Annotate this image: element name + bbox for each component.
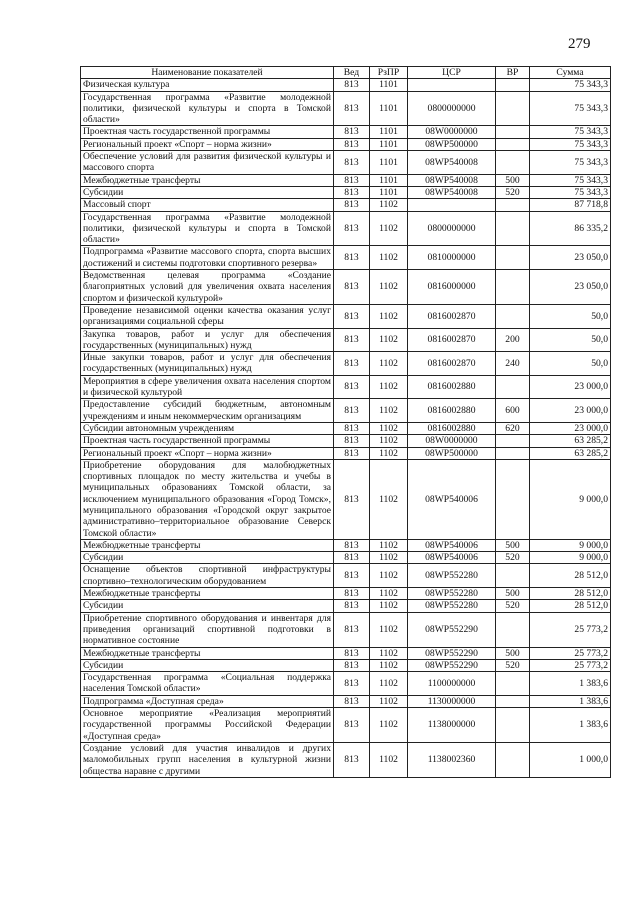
row-rzpr: 1102 — [370, 708, 408, 743]
table-row — [81, 552, 611, 564]
row-vr — [496, 91, 530, 126]
row-vr: 520 — [496, 186, 530, 198]
table-row — [81, 270, 611, 305]
row-ved: 813 — [334, 186, 370, 198]
row-rzpr: 1102 — [370, 539, 408, 551]
table-row — [81, 647, 611, 659]
row-rzpr: 1101 — [370, 91, 408, 126]
table-row — [81, 659, 611, 671]
budget-table — [80, 66, 611, 778]
row-ved: 813 — [334, 79, 370, 91]
row-ved: 813 — [334, 552, 370, 564]
table-row — [81, 708, 611, 743]
row-name: Государственная программа «Развитие молодежной политики, физической культуры и спорта в Томской области» — [81, 211, 334, 246]
row-vr — [496, 672, 530, 696]
table-row — [81, 447, 611, 459]
row-name: Субсидии — [81, 600, 334, 612]
row-name: Приобретение оборудования для малобюджетных спортивных площадок по месту жительства и учебы в муниципальных образованиях Томской области, за исключением муниципального образования «Город Томск», муниципального образования «Городской округ закрытое административно–территориальное образование Северск Томской области» — [81, 459, 334, 539]
row-csr: 0816002880 — [408, 399, 496, 423]
row-sum: 23 050,0 — [530, 270, 611, 305]
row-vr: 200 — [496, 328, 530, 352]
row-csr: 0810000000 — [408, 246, 496, 270]
header-ved: Вед — [334, 67, 370, 79]
row-csr: 08WP552280 — [408, 588, 496, 600]
row-rzpr: 1102 — [370, 399, 408, 423]
row-vr: 520 — [496, 552, 530, 564]
header-vr: ВР — [496, 67, 530, 79]
row-vr — [496, 435, 530, 447]
row-sum: 25 773,2 — [530, 659, 611, 671]
row-sum: 63 285,2 — [530, 447, 611, 459]
row-sum: 9 000,0 — [530, 459, 611, 539]
row-rzpr: 1102 — [370, 211, 408, 246]
row-sum: 1 383,6 — [530, 708, 611, 743]
table-row — [81, 246, 611, 270]
row-sum: 86 335,2 — [530, 211, 611, 246]
row-name: Государственная программа «Развитие молодежной политики, физической культуры и спорта в Томской области» — [81, 91, 334, 126]
row-name: Создание условий для участия инвалидов и других маломобильных групп населения в культурной жизни общества наравне с другими — [81, 742, 334, 777]
row-sum: 75 343,3 — [530, 138, 611, 150]
row-rzpr: 1102 — [370, 552, 408, 564]
row-sum: 50,0 — [530, 328, 611, 352]
row-csr: 1138002360 — [408, 742, 496, 777]
row-csr: 1100000000 — [408, 672, 496, 696]
row-vr — [496, 304, 530, 328]
row-rzpr: 1101 — [370, 126, 408, 138]
row-sum: 75 343,3 — [530, 126, 611, 138]
row-ved: 813 — [334, 328, 370, 352]
row-vr — [496, 138, 530, 150]
row-csr: 08WP540008 — [408, 186, 496, 198]
row-name: Межбюджетные трансферты — [81, 588, 334, 600]
table-row — [81, 199, 611, 211]
row-rzpr: 1101 — [370, 174, 408, 186]
row-ved: 813 — [334, 126, 370, 138]
row-name: Государственная программа «Социальная поддержка населения Томской области» — [81, 672, 334, 696]
row-ved: 813 — [334, 270, 370, 305]
row-name: Проектная часть государственной программы — [81, 435, 334, 447]
row-sum: 9 000,0 — [530, 552, 611, 564]
row-csr: 0816002880 — [408, 375, 496, 399]
row-sum: 28 512,0 — [530, 588, 611, 600]
row-rzpr: 1102 — [370, 199, 408, 211]
row-ved: 813 — [334, 695, 370, 707]
row-sum: 28 512,0 — [530, 564, 611, 588]
row-name: Мероприятия в сфере увеличения охвата населения спортом и физической культурой — [81, 375, 334, 399]
row-vr — [496, 151, 530, 175]
table-body — [81, 79, 611, 778]
row-name: Оснащение объектов спортивной инфраструктуры спортивно–технологическим оборудованием — [81, 564, 334, 588]
row-ved: 813 — [334, 612, 370, 647]
row-sum: 23 000,0 — [530, 422, 611, 434]
row-sum: 1 383,6 — [530, 695, 611, 707]
row-vr: 600 — [496, 399, 530, 423]
table-row — [81, 600, 611, 612]
row-rzpr: 1101 — [370, 151, 408, 175]
row-ved: 813 — [334, 138, 370, 150]
row-vr: 520 — [496, 600, 530, 612]
row-ved: 813 — [334, 600, 370, 612]
row-csr: 0800000000 — [408, 211, 496, 246]
row-rzpr: 1102 — [370, 612, 408, 647]
row-ved: 813 — [334, 422, 370, 434]
row-name: Региональный проект «Спорт – норма жизни» — [81, 447, 334, 459]
table-row — [81, 328, 611, 352]
row-name: Приобретение спортивного оборудования и инвентаря для приведения организаций спортивной подготовки в нормативное состояние — [81, 612, 334, 647]
row-sum: 9 000,0 — [530, 539, 611, 551]
row-csr: 0816002870 — [408, 328, 496, 352]
row-vr: 620 — [496, 422, 530, 434]
row-vr: 500 — [496, 539, 530, 551]
row-ved: 813 — [334, 659, 370, 671]
row-name: Иные закупки товаров, работ и услуг для обеспечения государственных (муниципальных) нужд — [81, 352, 334, 376]
row-rzpr: 1102 — [370, 328, 408, 352]
row-ved: 813 — [334, 304, 370, 328]
row-csr: 0816002870 — [408, 352, 496, 376]
row-vr: 500 — [496, 588, 530, 600]
row-csr: 08WP552290 — [408, 659, 496, 671]
row-ved: 813 — [334, 539, 370, 551]
row-vr — [496, 612, 530, 647]
row-sum: 23 000,0 — [530, 399, 611, 423]
row-name: Межбюджетные трансферты — [81, 174, 334, 186]
row-ved: 813 — [334, 435, 370, 447]
row-vr — [496, 246, 530, 270]
row-ved: 813 — [334, 588, 370, 600]
row-name: Ведомственная целевая программа «Создание благоприятных условий для увеличения охвата населения спортом и физической культурой» — [81, 270, 334, 305]
row-csr: 08WP540008 — [408, 174, 496, 186]
table-row — [81, 422, 611, 434]
row-name: Закупка товаров, работ и услуг для обеспечения государственных (муниципальных) нужд — [81, 328, 334, 352]
row-rzpr: 1102 — [370, 564, 408, 588]
header-sum: Сумма — [530, 67, 611, 79]
row-rzpr: 1101 — [370, 186, 408, 198]
row-rzpr: 1102 — [370, 459, 408, 539]
row-csr: 08W0000000 — [408, 435, 496, 447]
row-rzpr: 1102 — [370, 447, 408, 459]
row-csr: 08WP500000 — [408, 447, 496, 459]
row-name: Проектная часть государственной программы — [81, 126, 334, 138]
row-csr: 1130000000 — [408, 695, 496, 707]
row-name: Проведение независимой оценки качества оказания услуг организациями социальной сферы — [81, 304, 334, 328]
row-name: Основное мероприятие «Реализация мероприятий государственной программы Российской Федерации «Доступная среда» — [81, 708, 334, 743]
row-csr: 0816002880 — [408, 422, 496, 434]
table-row — [81, 672, 611, 696]
table-row — [81, 539, 611, 551]
row-rzpr: 1102 — [370, 659, 408, 671]
row-csr: 0800000000 — [408, 91, 496, 126]
row-name: Предоставление субсидий бюджетным, автономным учреждениям и иным некоммерческим организациям — [81, 399, 334, 423]
row-ved: 813 — [334, 91, 370, 126]
row-sum: 50,0 — [530, 304, 611, 328]
row-ved: 813 — [334, 647, 370, 659]
header-rzpr: РзПР — [370, 67, 408, 79]
row-rzpr: 1102 — [370, 270, 408, 305]
row-rzpr: 1101 — [370, 79, 408, 91]
row-ved: 813 — [334, 564, 370, 588]
row-sum: 63 285,2 — [530, 435, 611, 447]
row-rzpr: 1102 — [370, 435, 408, 447]
table-row — [81, 151, 611, 175]
row-vr: 500 — [496, 174, 530, 186]
row-sum: 87 718,8 — [530, 199, 611, 211]
row-vr — [496, 270, 530, 305]
row-name: Межбюджетные трансферты — [81, 647, 334, 659]
row-rzpr: 1102 — [370, 600, 408, 612]
row-sum: 1 000,0 — [530, 742, 611, 777]
row-name: Межбюджетные трансферты — [81, 539, 334, 551]
row-rzpr: 1102 — [370, 742, 408, 777]
table-row — [81, 211, 611, 246]
table-row — [81, 126, 611, 138]
row-ved: 813 — [334, 246, 370, 270]
row-sum: 23 000,0 — [530, 375, 611, 399]
row-rzpr: 1102 — [370, 588, 408, 600]
row-sum: 25 773,2 — [530, 647, 611, 659]
page-number: 279 — [568, 36, 591, 52]
row-name: Субсидии автономным учреждениям — [81, 422, 334, 434]
row-ved: 813 — [334, 199, 370, 211]
table-row — [81, 138, 611, 150]
row-name: Физическая культура — [81, 79, 334, 91]
row-vr — [496, 742, 530, 777]
table-row — [81, 742, 611, 777]
table-row — [81, 588, 611, 600]
row-csr: 1138000000 — [408, 708, 496, 743]
row-ved: 813 — [334, 672, 370, 696]
row-vr — [496, 447, 530, 459]
table-row — [81, 564, 611, 588]
row-name: Субсидии — [81, 659, 334, 671]
row-sum: 75 343,3 — [530, 186, 611, 198]
row-csr: 08WP552280 — [408, 600, 496, 612]
header-csr: ЦСР — [408, 67, 496, 79]
row-csr: 08WP540006 — [408, 539, 496, 551]
row-csr: 0816000000 — [408, 270, 496, 305]
row-vr — [496, 695, 530, 707]
row-rzpr: 1102 — [370, 304, 408, 328]
row-vr — [496, 564, 530, 588]
table-row — [81, 375, 611, 399]
row-vr: 240 — [496, 352, 530, 376]
row-csr — [408, 79, 496, 91]
row-rzpr: 1102 — [370, 375, 408, 399]
row-ved: 813 — [334, 708, 370, 743]
row-vr: 520 — [496, 659, 530, 671]
row-vr — [496, 708, 530, 743]
row-sum: 50,0 — [530, 352, 611, 376]
table-header-row — [81, 67, 611, 79]
row-rzpr: 1102 — [370, 352, 408, 376]
row-sum: 23 050,0 — [530, 246, 611, 270]
row-rzpr: 1102 — [370, 246, 408, 270]
row-sum: 28 512,0 — [530, 600, 611, 612]
row-name: Подпрограмма «Доступная среда» — [81, 695, 334, 707]
row-rzpr: 1102 — [370, 647, 408, 659]
row-name: Субсидии — [81, 552, 334, 564]
row-csr: 0816002870 — [408, 304, 496, 328]
row-ved: 813 — [334, 151, 370, 175]
row-vr — [496, 199, 530, 211]
row-ved: 813 — [334, 211, 370, 246]
row-vr — [496, 126, 530, 138]
row-ved: 813 — [334, 459, 370, 539]
row-vr — [496, 375, 530, 399]
row-csr: 08WP552290 — [408, 647, 496, 659]
row-ved: 813 — [334, 352, 370, 376]
table-row — [81, 79, 611, 91]
row-vr: 500 — [496, 647, 530, 659]
row-ved: 813 — [334, 742, 370, 777]
table-row — [81, 304, 611, 328]
table-row — [81, 91, 611, 126]
row-csr: 08WP552280 — [408, 564, 496, 588]
table-row — [81, 695, 611, 707]
row-sum: 75 343,3 — [530, 151, 611, 175]
row-name: Региональный проект «Спорт – норма жизни» — [81, 138, 334, 150]
row-name: Обеспечение условий для развития физической культуры и массового спорта — [81, 151, 334, 175]
row-csr: 08WP552290 — [408, 612, 496, 647]
row-vr — [496, 211, 530, 246]
table-row — [81, 612, 611, 647]
table-row — [81, 186, 611, 198]
table-row — [81, 435, 611, 447]
row-sum: 75 343,3 — [530, 91, 611, 126]
row-vr — [496, 79, 530, 91]
row-rzpr: 1102 — [370, 672, 408, 696]
row-csr: 08WP540008 — [408, 151, 496, 175]
row-rzpr: 1102 — [370, 695, 408, 707]
row-ved: 813 — [334, 447, 370, 459]
table-row — [81, 352, 611, 376]
table-row — [81, 399, 611, 423]
row-vr — [496, 459, 530, 539]
row-name: Массовый спорт — [81, 199, 334, 211]
row-csr: 08WP500000 — [408, 138, 496, 150]
row-csr: 08W0000000 — [408, 126, 496, 138]
row-ved: 813 — [334, 375, 370, 399]
header-name: Наименование показателей — [81, 67, 334, 79]
row-rzpr: 1102 — [370, 422, 408, 434]
row-ved: 813 — [334, 399, 370, 423]
row-ved: 813 — [334, 174, 370, 186]
row-csr — [408, 199, 496, 211]
row-name: Субсидии — [81, 186, 334, 198]
row-sum: 25 773,2 — [530, 612, 611, 647]
row-csr: 08WP540006 — [408, 459, 496, 539]
row-sum: 75 343,3 — [530, 79, 611, 91]
row-sum: 75 343,3 — [530, 174, 611, 186]
table-row — [81, 459, 611, 539]
row-csr: 08WP540006 — [408, 552, 496, 564]
table-row — [81, 174, 611, 186]
row-sum: 1 383,6 — [530, 672, 611, 696]
row-name: Подпрограмма «Развитие массового спорта, спорта высших достижений и системы подготовки спортивного резерва» — [81, 246, 334, 270]
row-rzpr: 1101 — [370, 138, 408, 150]
